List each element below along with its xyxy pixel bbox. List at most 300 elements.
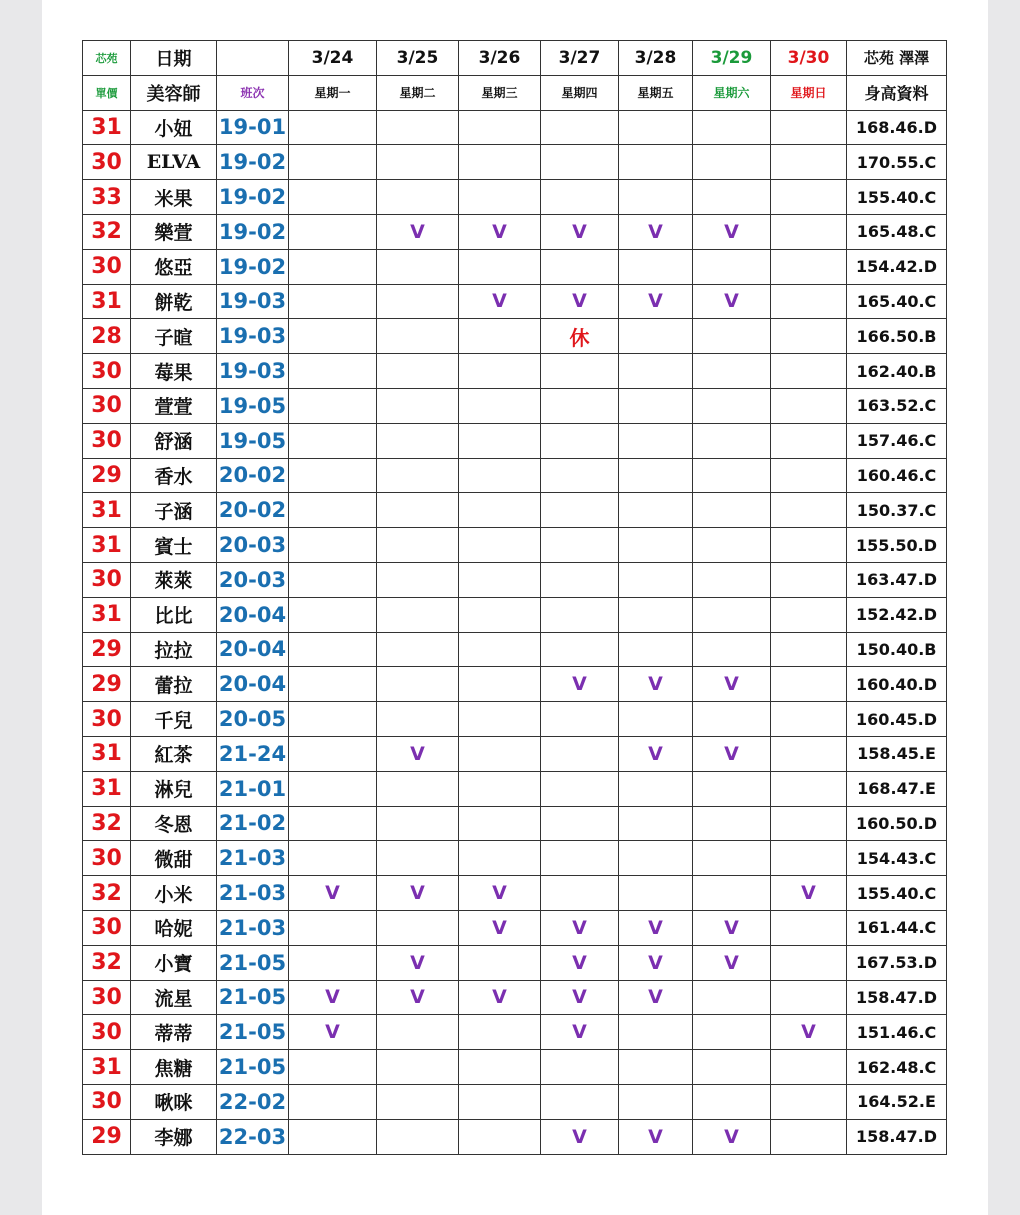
schedule-mark	[771, 806, 847, 841]
schedule-mark	[693, 1084, 771, 1119]
schedule-mark	[619, 180, 693, 215]
schedule-mark: V	[619, 214, 693, 249]
schedule-mark: V	[771, 876, 847, 911]
stylist-name: 萊萊	[131, 562, 217, 597]
schedule-mark: V	[459, 910, 541, 945]
class-code: 19-02	[217, 214, 289, 249]
price-cell: 30	[83, 423, 131, 458]
table-row	[83, 110, 947, 145]
schedule-mark	[771, 110, 847, 145]
day-weekday: 星期一	[289, 75, 377, 110]
height-info: 158.45.E	[847, 736, 947, 771]
height-info: 162.40.B	[847, 354, 947, 389]
schedule-mark	[377, 562, 459, 597]
day-weekday-sunday: 星期日	[771, 75, 847, 110]
schedule-mark	[541, 145, 619, 180]
class-code: 20-04	[217, 632, 289, 667]
stylist-name: 悠亞	[131, 249, 217, 284]
schedule-mark	[771, 1119, 847, 1154]
schedule-mark	[771, 667, 847, 702]
stylist-name: 千兒	[131, 702, 217, 737]
schedule-mark	[289, 354, 377, 389]
schedule-mark: V	[541, 1119, 619, 1154]
price-cell: 31	[83, 528, 131, 563]
schedule-mark	[289, 319, 377, 354]
stylist-name: 焦糖	[131, 1050, 217, 1085]
schedule-mark	[619, 771, 693, 806]
schedule-mark	[541, 597, 619, 632]
schedule-mark	[619, 110, 693, 145]
height-info: 155.50.D	[847, 528, 947, 563]
price-cell: 30	[83, 249, 131, 284]
schedule-mark	[289, 597, 377, 632]
schedule-mark: V	[541, 214, 619, 249]
schedule-mark: V	[377, 214, 459, 249]
schedule-mark	[541, 388, 619, 423]
schedule-mark	[459, 458, 541, 493]
table-row	[83, 771, 947, 806]
height-info: 165.48.C	[847, 214, 947, 249]
price-cell: 30	[83, 980, 131, 1015]
day-weekday-saturday: 星期六	[693, 75, 771, 110]
table-row	[83, 145, 947, 180]
table-row	[83, 1119, 947, 1154]
price-cell: 31	[83, 110, 131, 145]
schedule-mark	[459, 145, 541, 180]
stylist-name: ELVA	[131, 145, 217, 180]
class-code: 21-24	[217, 736, 289, 771]
schedule-mark	[541, 736, 619, 771]
class-code: 19-03	[217, 284, 289, 319]
height-info: 150.37.C	[847, 493, 947, 528]
table-row	[83, 736, 947, 771]
schedule-mark	[377, 1050, 459, 1085]
schedule-mark	[289, 110, 377, 145]
schedule-mark	[693, 806, 771, 841]
schedule-mark	[289, 1119, 377, 1154]
schedule-mark: V	[377, 945, 459, 980]
table-row	[83, 910, 947, 945]
schedule-mark	[771, 841, 847, 876]
schedule-mark	[289, 702, 377, 737]
schedule-mark: V	[289, 1015, 377, 1050]
height-info: 154.43.C	[847, 841, 947, 876]
table-row	[83, 667, 947, 702]
schedule-mark	[289, 667, 377, 702]
stylist-name: 蒂蒂	[131, 1015, 217, 1050]
stylist-name: 比比	[131, 597, 217, 632]
schedule-mark	[459, 493, 541, 528]
stylist-name: 紅茶	[131, 736, 217, 771]
schedule-mark	[619, 354, 693, 389]
height-info: 157.46.C	[847, 423, 947, 458]
header-row-dates	[83, 41, 947, 76]
schedule-mark	[289, 145, 377, 180]
height-info: 168.46.D	[847, 110, 947, 145]
price-cell: 32	[83, 214, 131, 249]
stylist-name: 淋兒	[131, 771, 217, 806]
schedule-mark	[619, 1084, 693, 1119]
stylist-name: 微甜	[131, 841, 217, 876]
table-row	[83, 319, 947, 354]
schedule-mark: V	[693, 667, 771, 702]
schedule-mark	[541, 632, 619, 667]
studio-name: 芯苑 澤澤	[847, 41, 947, 76]
price-cell: 30	[83, 145, 131, 180]
schedule-mark	[459, 180, 541, 215]
schedule-mark	[541, 562, 619, 597]
price-cell: 30	[83, 388, 131, 423]
schedule-mark	[289, 771, 377, 806]
schedule-mark	[541, 806, 619, 841]
schedule-mark	[377, 354, 459, 389]
class-code: 21-05	[217, 945, 289, 980]
schedule-mark	[541, 180, 619, 215]
schedule-mark	[459, 562, 541, 597]
schedule-body	[83, 41, 947, 1155]
schedule-mark	[459, 597, 541, 632]
schedule-mark	[619, 841, 693, 876]
schedule-mark: V	[619, 667, 693, 702]
height-info: 162.48.C	[847, 1050, 947, 1085]
schedule-mark	[619, 319, 693, 354]
price-cell: 31	[83, 493, 131, 528]
schedule-mark: V	[619, 1119, 693, 1154]
price-cell: 31	[83, 597, 131, 632]
schedule-table	[82, 40, 947, 1155]
stylist-name: 莓果	[131, 354, 217, 389]
schedule-mark	[771, 214, 847, 249]
schedule-mark	[459, 1084, 541, 1119]
schedule-mark	[377, 458, 459, 493]
schedule-mark	[459, 423, 541, 458]
class-code: 20-04	[217, 597, 289, 632]
schedule-mark	[771, 354, 847, 389]
schedule-mark	[459, 354, 541, 389]
schedule-mark	[771, 249, 847, 284]
day-date-saturday: 3/29	[693, 41, 771, 76]
table-row	[83, 528, 947, 563]
class-code: 20-03	[217, 562, 289, 597]
schedule-mark	[459, 841, 541, 876]
class-code: 19-05	[217, 423, 289, 458]
schedule-mark	[289, 1084, 377, 1119]
stylist-name: 冬恩	[131, 806, 217, 841]
height-info: 167.53.D	[847, 945, 947, 980]
table-row	[83, 354, 947, 389]
class-code: 21-03	[217, 910, 289, 945]
schedule-mark	[377, 841, 459, 876]
table-row	[83, 1015, 947, 1050]
schedule-mark	[619, 1015, 693, 1050]
schedule-mark	[377, 145, 459, 180]
table-row	[83, 632, 947, 667]
price-cell: 28	[83, 319, 131, 354]
price-cell: 32	[83, 876, 131, 911]
schedule-mark	[377, 284, 459, 319]
day-weekday: 星期四	[541, 75, 619, 110]
schedule-mark	[541, 1050, 619, 1085]
height-info: 154.42.D	[847, 249, 947, 284]
schedule-mark	[541, 249, 619, 284]
schedule-mark	[693, 597, 771, 632]
class-code: 22-03	[217, 1119, 289, 1154]
stylist-name: 拉拉	[131, 632, 217, 667]
day-weekday: 星期三	[459, 75, 541, 110]
schedule-mark	[541, 1084, 619, 1119]
schedule-mark: V	[619, 980, 693, 1015]
price-cell: 31	[83, 284, 131, 319]
height-info: 168.47.E	[847, 771, 947, 806]
class-code: 19-03	[217, 354, 289, 389]
height-info: 170.55.C	[847, 145, 947, 180]
schedule-mark	[289, 249, 377, 284]
day-date: 3/25	[377, 41, 459, 76]
schedule-mark	[289, 180, 377, 215]
price-cell: 31	[83, 736, 131, 771]
schedule-mark	[619, 388, 693, 423]
height-info: 165.40.C	[847, 284, 947, 319]
schedule-mark	[289, 841, 377, 876]
schedule-mark	[771, 562, 847, 597]
schedule-mark	[377, 1119, 459, 1154]
height-info: 158.47.D	[847, 980, 947, 1015]
table-row	[83, 980, 947, 1015]
stylist-name: 子暄	[131, 319, 217, 354]
schedule-mark	[289, 1050, 377, 1085]
stylist-name: 哈妮	[131, 910, 217, 945]
stylist-name: 李娜	[131, 1119, 217, 1154]
height-info: 155.40.C	[847, 180, 947, 215]
height-info: 160.46.C	[847, 458, 947, 493]
schedule-mark	[289, 284, 377, 319]
class-code: 20-02	[217, 458, 289, 493]
table-row	[83, 806, 947, 841]
schedule-mark	[771, 458, 847, 493]
leave-mark: 休	[541, 319, 619, 354]
stylist-name: 萱萱	[131, 388, 217, 423]
class-code: 21-03	[217, 876, 289, 911]
class-code: 21-05	[217, 980, 289, 1015]
schedule-mark	[459, 771, 541, 806]
schedule-mark: V	[541, 667, 619, 702]
schedule-mark: V	[693, 1119, 771, 1154]
schedule-mark	[377, 806, 459, 841]
schedule-mark	[693, 423, 771, 458]
height-info: 152.42.D	[847, 597, 947, 632]
date-label: 日期	[131, 41, 217, 76]
stylist-name: 香水	[131, 458, 217, 493]
class-code: 19-05	[217, 388, 289, 423]
class-code: 21-05	[217, 1050, 289, 1085]
schedule-mark	[771, 632, 847, 667]
day-date: 3/27	[541, 41, 619, 76]
height-info: 164.52.E	[847, 1084, 947, 1119]
table-row	[83, 423, 947, 458]
stylist-name: 餅乾	[131, 284, 217, 319]
schedule-mark	[693, 458, 771, 493]
header-row-weekdays	[83, 75, 947, 110]
table-row	[83, 388, 947, 423]
schedule-mark	[289, 945, 377, 980]
schedule-mark: V	[619, 736, 693, 771]
schedule-mark	[377, 597, 459, 632]
schedule-mark	[619, 562, 693, 597]
day-date: 3/28	[619, 41, 693, 76]
schedule-mark	[377, 180, 459, 215]
price-cell: 31	[83, 771, 131, 806]
schedule-mark	[619, 423, 693, 458]
class-label: 班次	[217, 75, 289, 110]
schedule-mark	[771, 388, 847, 423]
schedule-mark	[289, 736, 377, 771]
price-cell: 32	[83, 806, 131, 841]
height-info: 151.46.C	[847, 1015, 947, 1050]
schedule-mark	[771, 284, 847, 319]
schedule-mark: V	[693, 284, 771, 319]
schedule-mark: V	[377, 980, 459, 1015]
table-row	[83, 493, 947, 528]
schedule-mark: V	[459, 284, 541, 319]
schedule-mark	[693, 771, 771, 806]
schedule-mark	[693, 876, 771, 911]
schedule-mark	[771, 702, 847, 737]
price-cell: 33	[83, 180, 131, 215]
schedule-mark	[541, 876, 619, 911]
schedule-mark: V	[693, 910, 771, 945]
schedule-mark	[541, 354, 619, 389]
schedule-mark	[377, 771, 459, 806]
table-row	[83, 562, 947, 597]
schedule-mark	[771, 528, 847, 563]
schedule-mark	[693, 145, 771, 180]
price-cell: 29	[83, 458, 131, 493]
corner-top-label: 芯苑	[83, 41, 131, 76]
schedule-mark	[771, 319, 847, 354]
schedule-mark	[459, 249, 541, 284]
table-row	[83, 876, 947, 911]
empty-header-cell	[217, 41, 289, 76]
schedule-mark	[459, 388, 541, 423]
schedule-mark: V	[377, 876, 459, 911]
schedule-mark	[377, 388, 459, 423]
schedule-mark	[771, 423, 847, 458]
class-code: 19-02	[217, 180, 289, 215]
schedule-mark: V	[619, 910, 693, 945]
info-label: 身高資料	[847, 75, 947, 110]
table-row	[83, 841, 947, 876]
class-code: 19-03	[217, 319, 289, 354]
price-cell: 30	[83, 562, 131, 597]
height-info: 163.52.C	[847, 388, 947, 423]
schedule-mark	[541, 702, 619, 737]
schedule-mark	[693, 319, 771, 354]
schedule-mark: V	[541, 910, 619, 945]
schedule-mark	[693, 110, 771, 145]
schedule-mark: V	[541, 1015, 619, 1050]
height-info: 166.50.B	[847, 319, 947, 354]
class-code: 21-03	[217, 841, 289, 876]
schedule-mark	[459, 945, 541, 980]
schedule-mark	[541, 423, 619, 458]
table-row	[83, 945, 947, 980]
schedule-mark	[377, 667, 459, 702]
schedule-mark	[541, 771, 619, 806]
table-row	[83, 1084, 947, 1119]
schedule-mark	[377, 493, 459, 528]
stylist-name: 小妞	[131, 110, 217, 145]
stylist-name: 啾咪	[131, 1084, 217, 1119]
schedule-mark	[459, 528, 541, 563]
schedule-mark	[619, 249, 693, 284]
schedule-mark	[771, 180, 847, 215]
table-row	[83, 702, 947, 737]
schedule-mark	[619, 806, 693, 841]
schedule-mark	[693, 841, 771, 876]
stylist-name: 米果	[131, 180, 217, 215]
schedule-mark	[619, 702, 693, 737]
schedule-mark	[541, 528, 619, 563]
table-row	[83, 597, 947, 632]
height-info: 158.47.D	[847, 1119, 947, 1154]
table-row	[83, 214, 947, 249]
schedule-mark	[289, 910, 377, 945]
schedule-mark	[459, 1119, 541, 1154]
price-cell: 31	[83, 1050, 131, 1085]
schedule-mark	[377, 910, 459, 945]
price-cell: 29	[83, 667, 131, 702]
schedule-mark	[289, 458, 377, 493]
schedule-mark	[693, 1050, 771, 1085]
price-cell: 29	[83, 632, 131, 667]
table-row	[83, 458, 947, 493]
class-code: 20-02	[217, 493, 289, 528]
schedule-mark	[771, 910, 847, 945]
schedule-mark	[693, 528, 771, 563]
price-cell: 30	[83, 354, 131, 389]
schedule-mark: V	[693, 736, 771, 771]
document-page	[42, 0, 988, 1215]
schedule-mark	[619, 597, 693, 632]
schedule-mark: V	[541, 284, 619, 319]
day-date-sunday: 3/30	[771, 41, 847, 76]
schedule-mark	[693, 1015, 771, 1050]
price-cell: 30	[83, 841, 131, 876]
height-info: 160.45.D	[847, 702, 947, 737]
class-code: 22-02	[217, 1084, 289, 1119]
class-code: 21-05	[217, 1015, 289, 1050]
stylist-name: 賓士	[131, 528, 217, 563]
schedule-mark: V	[541, 945, 619, 980]
schedule-mark	[289, 528, 377, 563]
stylist-name: 子涵	[131, 493, 217, 528]
schedule-mark: V	[771, 1015, 847, 1050]
class-code: 19-02	[217, 145, 289, 180]
schedule-mark	[377, 1015, 459, 1050]
schedule-mark	[771, 145, 847, 180]
schedule-mark	[377, 702, 459, 737]
schedule-mark	[459, 1015, 541, 1050]
schedule-mark	[693, 388, 771, 423]
schedule-mark	[289, 806, 377, 841]
height-info: 160.50.D	[847, 806, 947, 841]
schedule-mark	[377, 528, 459, 563]
schedule-mark	[771, 945, 847, 980]
day-weekday: 星期二	[377, 75, 459, 110]
schedule-mark	[289, 423, 377, 458]
schedule-mark	[771, 1050, 847, 1085]
schedule-mark: V	[377, 736, 459, 771]
